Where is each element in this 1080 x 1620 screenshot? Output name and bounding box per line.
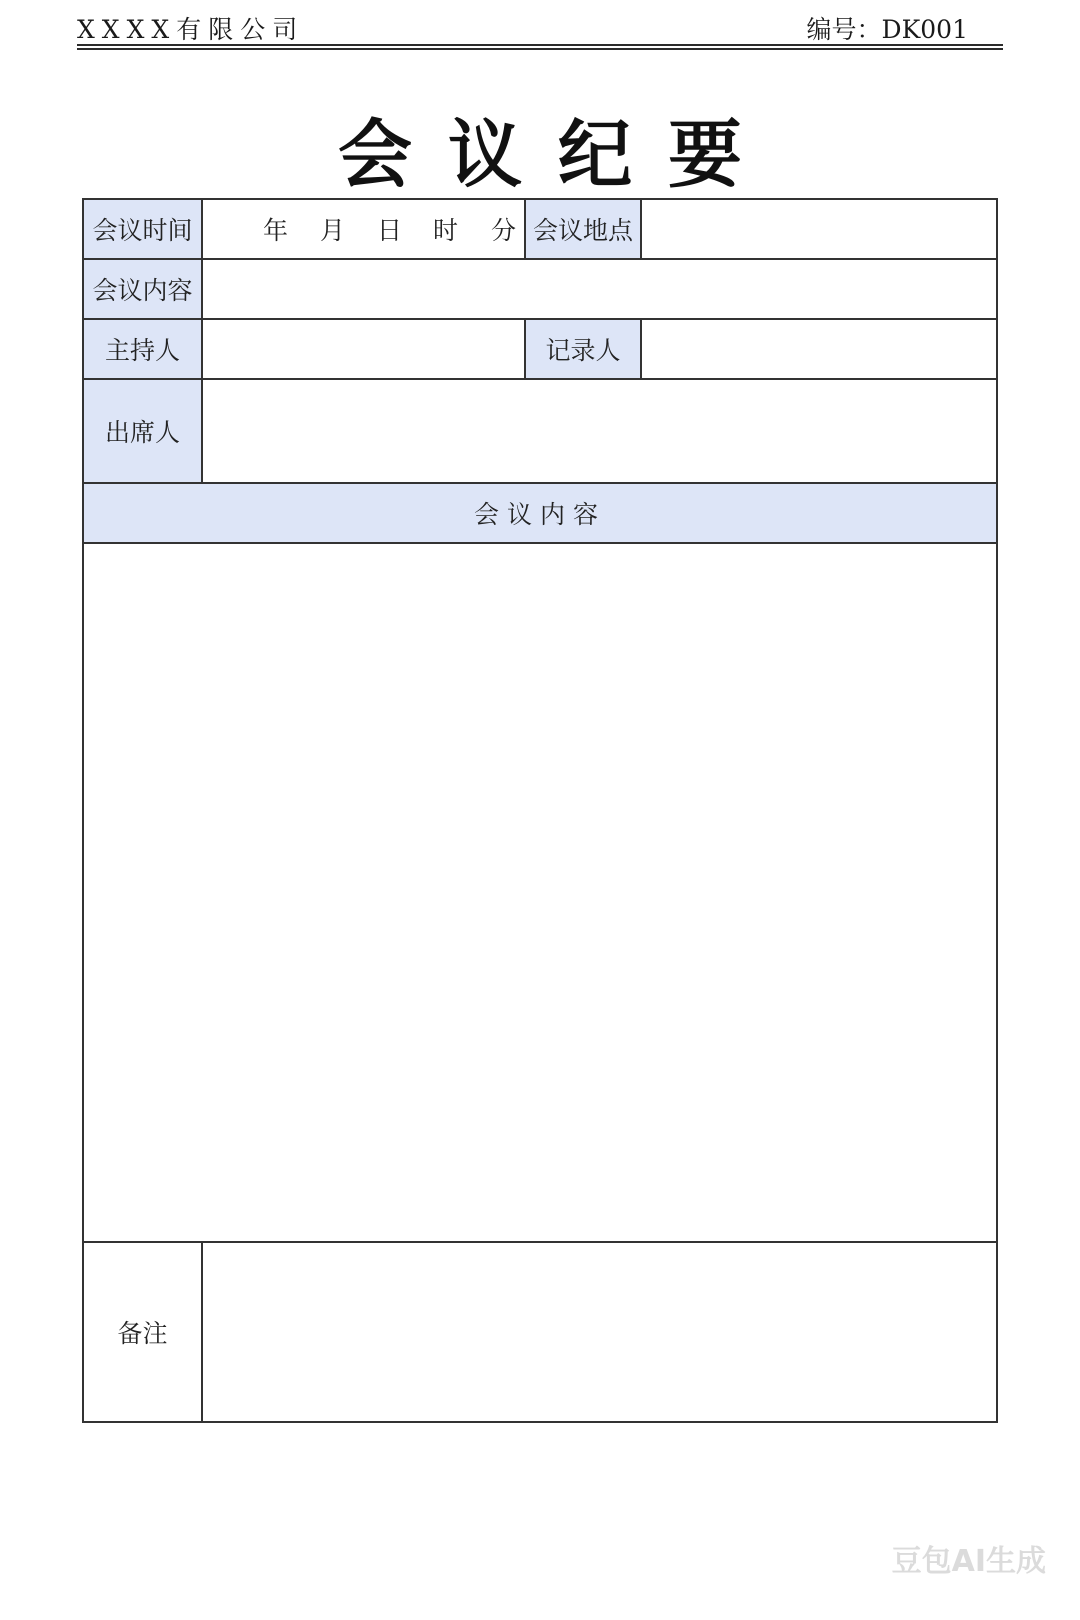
row-divider	[84, 378, 996, 380]
host-label: 主持人	[84, 320, 201, 378]
remarks-field[interactable]	[203, 1243, 996, 1421]
meeting-time-label: 会议时间	[84, 200, 201, 258]
column-divider	[524, 200, 526, 260]
meeting-topic-label: 会议内容	[84, 260, 201, 318]
recorder-field[interactable]	[642, 320, 996, 378]
meeting-topic-field[interactable]	[203, 260, 996, 318]
attendees-field[interactable]	[203, 380, 996, 482]
row-divider	[84, 482, 996, 484]
meeting-place-label: 会议地点	[526, 200, 640, 258]
host-field[interactable]	[203, 320, 524, 378]
document-title: 会议纪要	[338, 112, 778, 198]
date-day-unit: 日	[377, 216, 403, 245]
date-minute-unit: 分	[491, 216, 517, 245]
meeting-minutes-form	[82, 198, 998, 1423]
row-divider	[84, 318, 996, 320]
row-divider	[84, 542, 996, 544]
company-name: XXXX有限公司	[77, 15, 305, 44]
attendees-label: 出席人	[84, 380, 201, 482]
row-divider	[84, 258, 996, 260]
ai-generated-watermark: 豆包AI生成	[891, 1544, 1046, 1579]
date-hour-unit: 时	[433, 216, 459, 245]
column-divider	[640, 200, 642, 260]
date-month-unit: 月	[320, 216, 346, 245]
meeting-time-field[interactable]	[203, 200, 524, 258]
meeting-content-area[interactable]	[84, 544, 996, 1241]
document-number: 编号：DK001	[806, 15, 968, 44]
column-divider	[524, 318, 526, 380]
column-divider	[201, 1241, 203, 1421]
meeting-place-field[interactable]	[642, 200, 996, 258]
header-rule-double	[77, 48, 1003, 50]
header-rule	[77, 44, 1003, 46]
row-divider	[84, 1241, 996, 1243]
column-divider	[201, 200, 203, 484]
remarks-label: 备注	[117, 1319, 168, 1348]
recorder-label: 记录人	[526, 320, 640, 378]
content-section-header: 会议内容	[84, 484, 996, 542]
column-divider	[640, 318, 642, 380]
date-year-unit: 年	[263, 216, 289, 245]
